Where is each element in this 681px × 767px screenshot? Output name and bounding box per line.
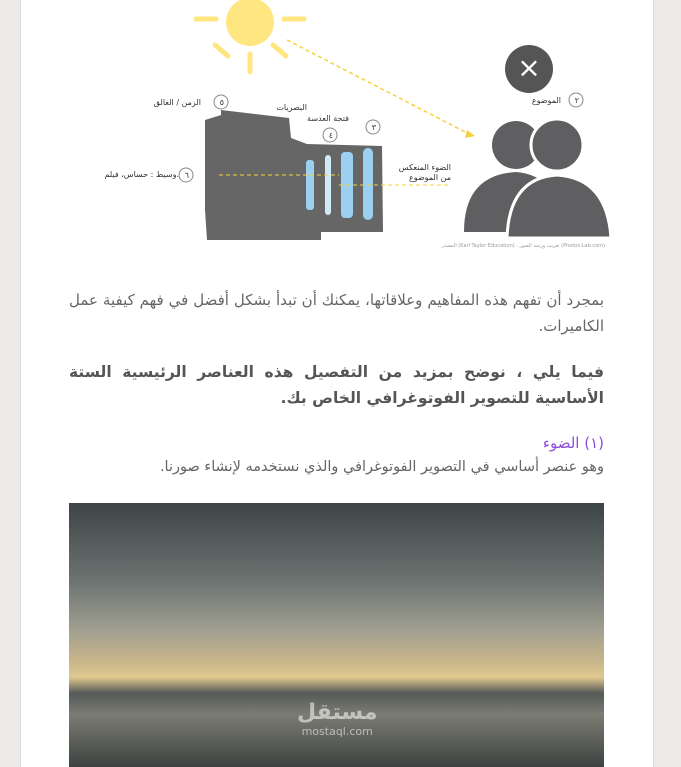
label-shutter: الزمن / الغالق [153, 98, 201, 107]
label-medium: وسيط : حساس، فيلم. [104, 170, 179, 179]
paragraph-bold: فيما يلي ، نوضح بمزيد من التفصيل هذه العناصر الرئيسية الستة الأساسية للتصوير الفوتوغرافي الخاص بك. [69, 363, 604, 407]
svg-text:٥: ٥ [219, 98, 224, 107]
label-reflected-1: الضوء المنعكس [398, 163, 451, 172]
sunset-photo [69, 503, 604, 767]
close-icon: × [517, 51, 541, 84]
close-button[interactable] [505, 45, 553, 93]
paragraph-light: وهو عنصر أساسي في التصوير الفوتوغرافي والذي نستخدمه لإنشاء صورنا. [159, 459, 604, 475]
camera-diagram [104, 0, 613, 252]
watermark: مستقل mostaql.com [297, 700, 378, 738]
sun-icon [196, 0, 304, 72]
label-aperture: فتحة العدسة [307, 114, 349, 123]
label-subject: الموضوع [531, 96, 561, 105]
heading-light: (١) الضوء [542, 434, 604, 452]
paragraph-intro: بمجرد أن تفهم هذه المفاهيم وعلاقاتها، يمكنك أن تبدأ بشكل أفضل في فهم كيفية عمل الكاميرات. [69, 291, 604, 335]
svg-text:٣: ٣ [371, 123, 376, 132]
diagram-caption: المصدر (Karl Taylor Education) ، تعريب ورشة الصور (Photos-Lab.com) [441, 243, 605, 249]
subject-silhouette [464, 119, 611, 238]
svg-text:٤: ٤ [328, 131, 333, 140]
svg-text:٦: ٦ [184, 171, 189, 180]
label-reflected-2: من الموضوع [408, 173, 451, 182]
label-optics: البصريات [276, 103, 307, 112]
svg-text:٢: ٢ [574, 96, 579, 105]
